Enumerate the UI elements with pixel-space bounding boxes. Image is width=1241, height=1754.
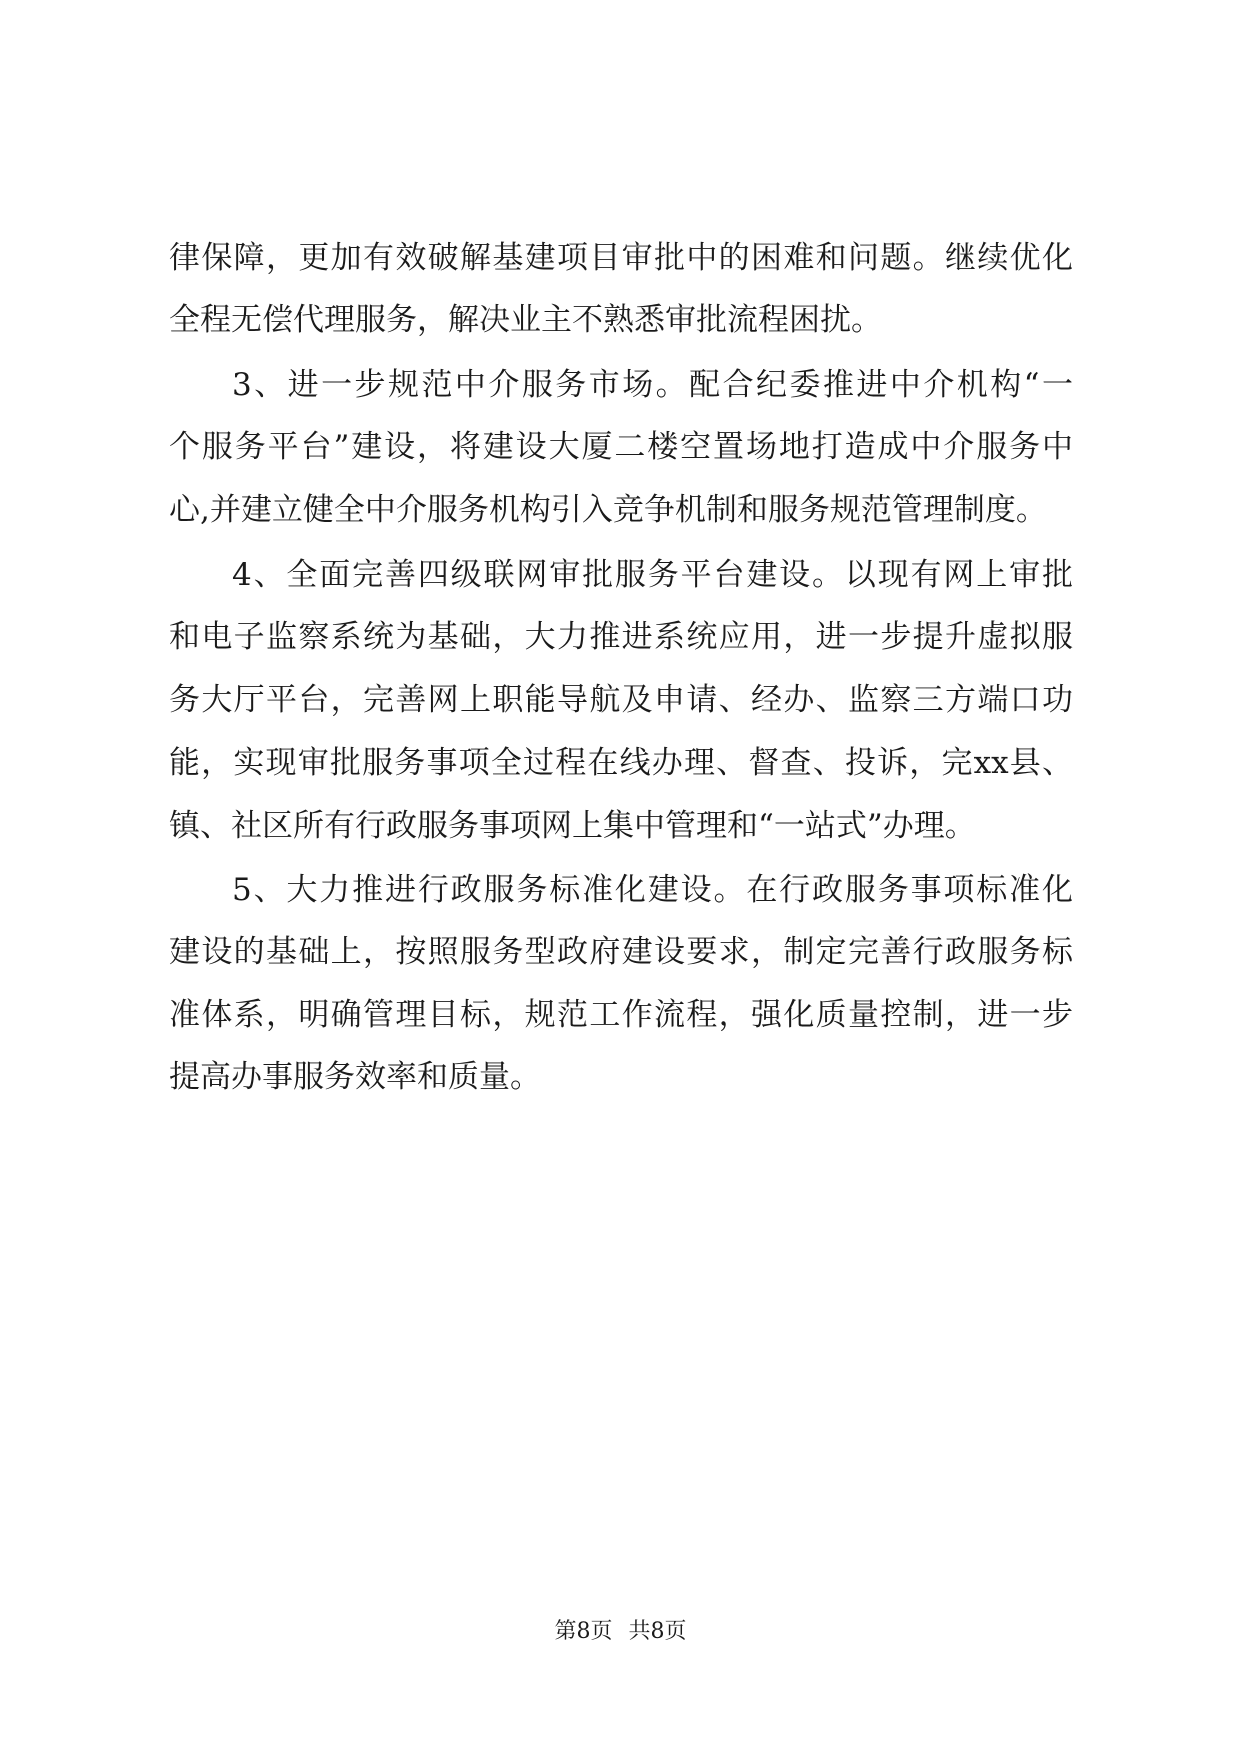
body-line-9: 能，实现审批服务事项全过程在线办理、督查、投诉，完xx县、: [169, 745, 1073, 781]
body-line-13: 准体系，明确管理目标，规范工作流程，强化质量控制，进一步: [169, 997, 1073, 1033]
body-line-7: 和电子监察系统为基础，大力推进系统应用，进一步提升虚拟服: [169, 619, 1073, 655]
body-line-2: 全程无偿代理服务，解决业主不熟悉审批流程困扰。: [169, 302, 882, 338]
body-line-1: 律保障，更加有效破解基建项目审批中的困难和问题。继续优化: [169, 240, 1073, 276]
body-line-8: 务大厅平台，完善网上职能导航及申请、经办、监察三方端口功: [169, 682, 1073, 718]
page-number-total: 共8页: [628, 1619, 687, 1644]
body-line-11: 5、大力推进行政服务标准化建设。在行政服务事项标准化: [232, 872, 1073, 908]
body-line-12: 建设的基础上，按照服务型政府建设要求，制定完善行政服务标: [169, 934, 1073, 970]
body-line-3: 3、进一步规范中介服务市场。配合纪委推进中介机构“一: [232, 367, 1073, 403]
body-line-6: 4、全面完善四级联网审批服务平台建设。以现有网上审批: [232, 557, 1073, 593]
body-line-14: 提高办事服务效率和质量。: [169, 1059, 541, 1095]
page-footer: [0, 1617, 1241, 1647]
body-line-10: 镇、社区所有行政服务事项网上集中管理和“一站式”办理。: [169, 808, 976, 844]
page-number-current: 第8页: [554, 1619, 613, 1644]
body-line-5: 心,并建立健全中介服务机构引入竞争机制和服务规范管理制度。: [169, 492, 1047, 528]
body-line-4: 个服务平台”建设，将建设大厦二楼空置场地打造成中介服务中: [169, 429, 1073, 465]
